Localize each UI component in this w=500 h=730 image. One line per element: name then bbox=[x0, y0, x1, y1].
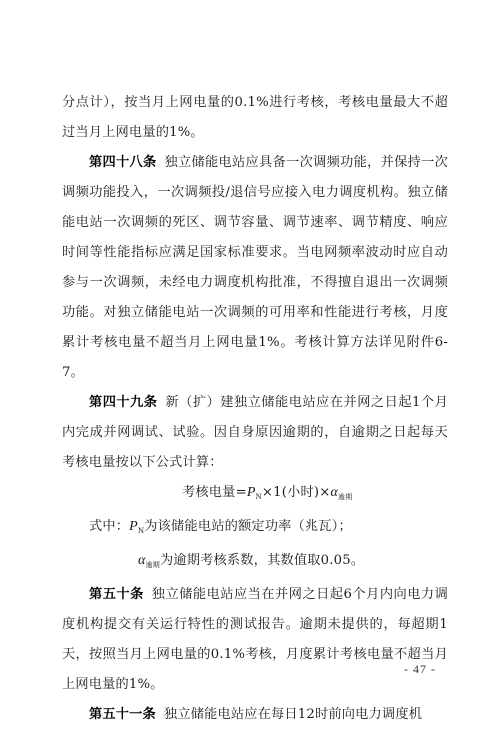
page-number: - 47 - bbox=[404, 662, 436, 676]
article-51-text: 独立储能电站应在每日12时前向电力调度机 bbox=[163, 707, 423, 722]
article-49-title: 第四十九条 bbox=[89, 395, 158, 410]
article-50-text: 独立储能电站应当在并网之日起6个月内向电力调度机构提交有关运行特性的测试报告。逾期未提供的，每超期1天，按照当月上网电量的0.1%考核，月度累计考核电量不超当月上网电量的1%。 bbox=[62, 587, 448, 692]
formula-note-power bbox=[62, 512, 448, 546]
article-49-text: 新（扩）建独立储能电站应在并网之日起1个月内完成并网调试、试验。因自身原因逾期的，自逾期之日起每天考核电量按以下公式计算： bbox=[62, 395, 448, 470]
formula-p-subscript: N bbox=[255, 493, 262, 501]
formula-times-1: × bbox=[261, 485, 274, 500]
formula-note-power-text: 为该储能电站的额定功率（兆瓦）； bbox=[144, 519, 352, 534]
formula-note-p-symbol: P bbox=[129, 519, 138, 534]
article-48 bbox=[62, 148, 448, 388]
formula-p-symbol: P bbox=[246, 485, 256, 500]
article-50-title: 第五十条 bbox=[89, 587, 144, 602]
formula-note-prefix: 式中： bbox=[89, 519, 130, 534]
formula-note-alpha-subscript: 逾期 bbox=[145, 561, 160, 569]
article-51-title: 第五十一条 bbox=[89, 707, 156, 722]
article-48-text: 独立储能电站应具备一次调频功能，并保持一次调频功能投入，一次调频投/退信号应接入电力调度机构。独立储能电站一次调频的死区、调节容量、调节速率、调节精度、响应时间等性能指标应满足国家标准要求。当电网频率波动时应自动参与一次调频，未经电力调度机构批准，不得擅自退出一次调频功能。对独立储能电站一次调频的可用率和性能进行考核，月度累计考核电量不超当月上网电量1%。考核计算方法详见附件6-7。 bbox=[62, 155, 449, 380]
formula-lhs: 考核电量 bbox=[182, 485, 236, 500]
formula-times-2: × bbox=[319, 485, 331, 500]
article-48-title: 第四十八条 bbox=[89, 155, 157, 170]
article-50 bbox=[62, 580, 448, 700]
formula-hour: 1(小时) bbox=[273, 485, 320, 500]
article-51 bbox=[62, 700, 448, 730]
formula-note-p-subscript: N bbox=[137, 527, 145, 535]
formula-note-alpha-text: 为逾期考核系数，其数值取0.05。 bbox=[159, 553, 365, 568]
document-body bbox=[62, 88, 448, 730]
formula-alpha-subscript: 逾期 bbox=[338, 493, 353, 501]
paragraph-continuation: 分点计），按当月上网电量的0.1%进行考核，考核电量最大不超过当月上网电量的1%。 bbox=[62, 95, 448, 140]
penalty-formula bbox=[62, 478, 448, 512]
formula-note-alpha bbox=[62, 546, 448, 580]
formula-note-alpha-symbol: α bbox=[138, 553, 146, 568]
formula-alpha-symbol: α bbox=[330, 485, 339, 500]
formula-equals: = bbox=[235, 485, 247, 500]
article-49 bbox=[62, 388, 448, 478]
